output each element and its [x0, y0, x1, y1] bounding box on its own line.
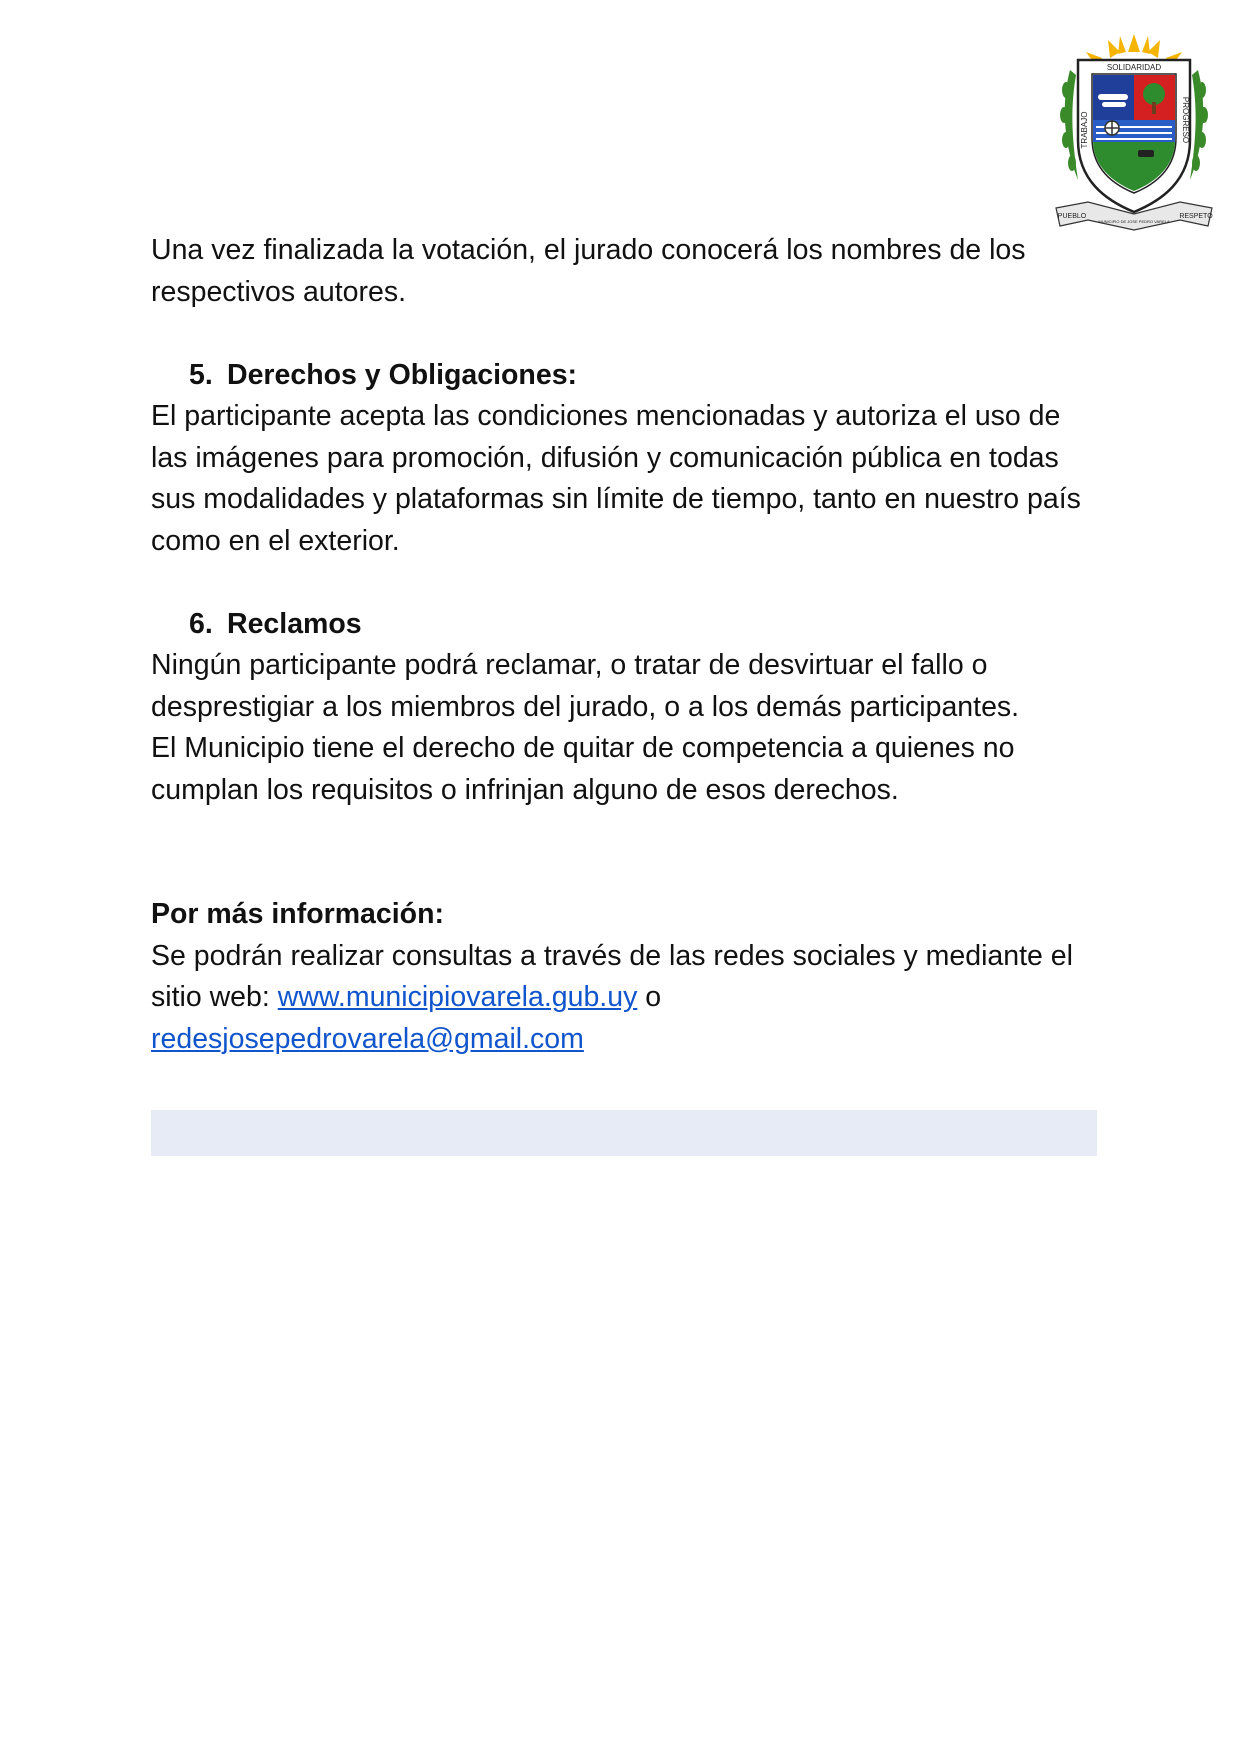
document-body [151, 230, 1091, 1060]
section-6-heading [151, 604, 1091, 646]
ribbon-right-text: RESPETO [1179, 213, 1213, 220]
website-link[interactable]: www.municipiovarela.gub.uy [277, 981, 638, 1013]
info-connector: o [637, 981, 662, 1013]
section-6-paragraph-1: Ningún participante podrá reclamar, o tratar de desvirtuar el fallo o desprestigiar a los miembros del jurado, o a los demás participantes. [151, 649, 1020, 723]
motto-top: SOLIDARIDAD [1106, 63, 1162, 72]
highlight-bar [151, 1110, 1097, 1156]
section-5-paragraph: El participante acepta las condiciones mencionadas y autoriza el uso de las imágenes para promoción, difusión y comunicación pública en todas sus modalidades y plataformas sin límite de tiempo, tanto en nuestro país como en el exterior. [151, 400, 1081, 557]
info-text: Se podrán realizar consultas a través de las redes sociales y mediante el sitio web: [151, 939, 1073, 1013]
intro-paragraph: Una vez finalizada la votación, el jurado conocerá los nombres de los respectivos autores. [151, 234, 1026, 308]
section-5-title: Derechos y Obligaciones: [227, 358, 578, 391]
section-5-number: 5. [189, 358, 213, 391]
spacer [151, 562, 1091, 604]
motto-right: PROGRESO [1181, 96, 1190, 144]
ribbon-center-text: MUNICIPIO DE JOSE PEDRO VARELA [1098, 219, 1170, 224]
section-6-title: Reclamos [227, 607, 362, 640]
wheel-icon [1105, 121, 1119, 135]
section-5-heading [151, 355, 1091, 397]
section-6-paragraph-2: El Municipio tiene el derecho de quitar de competencia a quienes no cumplan los requisitos o infrinjan alguno de esos derechos. [151, 732, 1015, 806]
motto-left: TRABAJO [1080, 111, 1089, 149]
section-6-number: 6. [189, 607, 213, 640]
email-link[interactable]: redesjosepedrovarela@gmail.com [151, 1022, 584, 1055]
spacer [151, 313, 1091, 355]
municipality-coat-of-arms-logo [1048, 30, 1220, 235]
spacer [151, 811, 1091, 894]
laurel-right-icon [1190, 70, 1208, 180]
info-heading: Por más información: [151, 898, 444, 930]
laurel-left-icon [1060, 70, 1078, 180]
cow-icon [1138, 150, 1154, 157]
ribbon-left-text: PUEBLO [1057, 213, 1087, 220]
info-paragraph [151, 936, 1091, 1061]
